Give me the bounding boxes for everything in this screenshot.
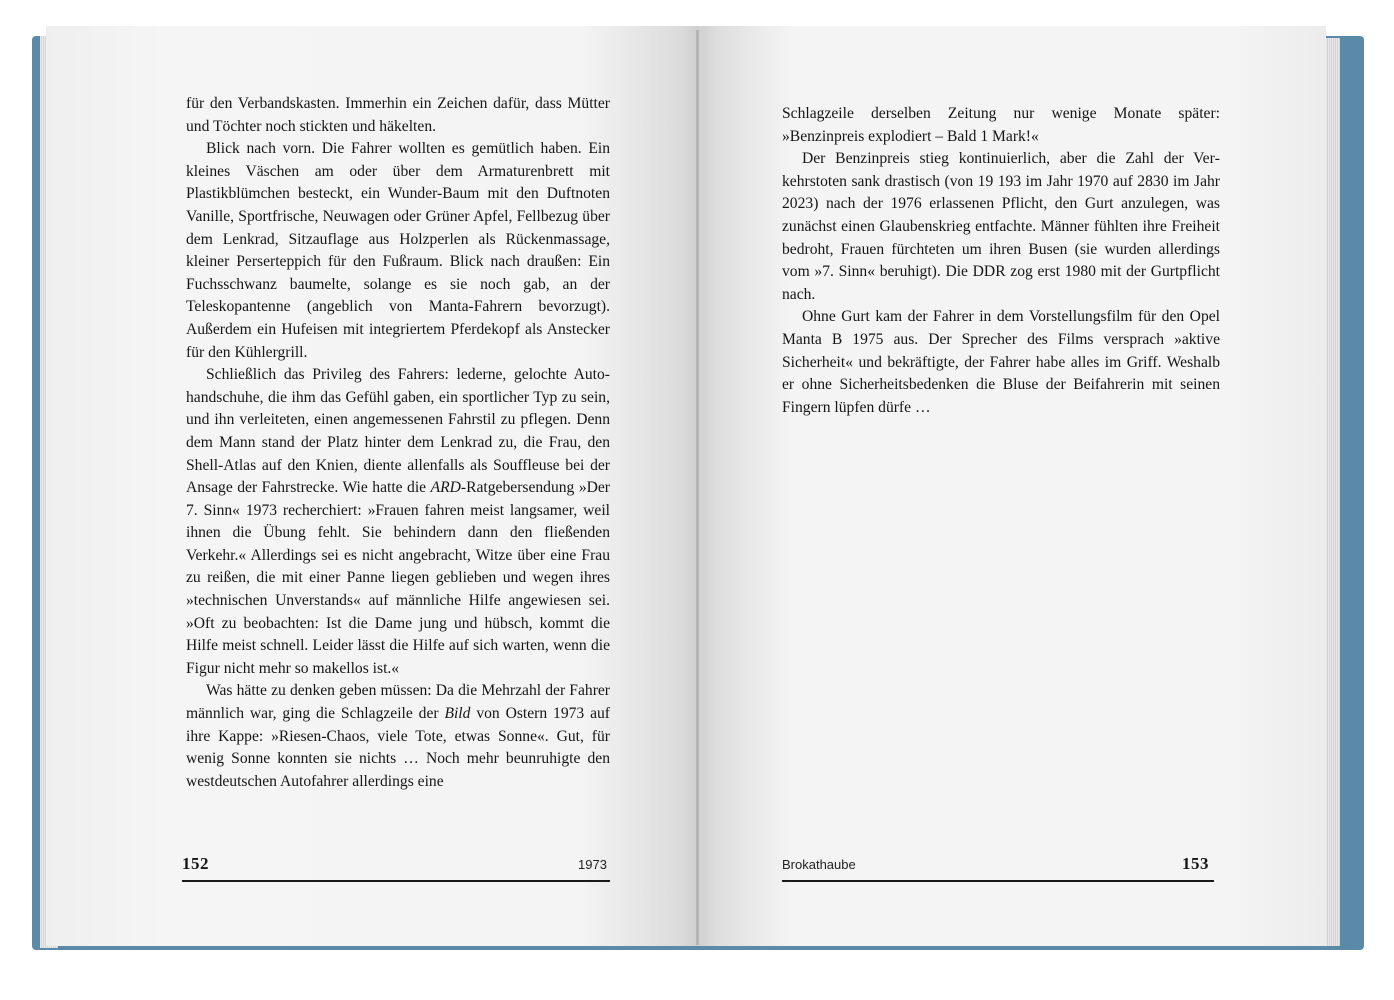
paragraph-text: von Ostern 1973 auf ihre Kappe: »Riesen-Chaos, viele Tote, etwas Sonne«. Gut, für wenig Sonne konnten sie nichts … Noch mehr beunruhigte den westdeutschen Autofahrer allerdings eine <box>186 705 610 790</box>
italic-term: Bild <box>444 705 471 723</box>
right-page-text <box>782 103 1220 419</box>
right-page-number: 153 <box>1182 854 1209 873</box>
left-page-number: 152 <box>182 854 209 873</box>
paragraph-text: Schließlich das Privileg des Fahrers: lederne, gelochte Autohandschuhe, die ihm das Gefühl gaben, ein sportlicher Typ zu sein, und ihn verleiteten, einen angemessenen Fahrstil zu pflegen. Denn dem Mann stand der Platz hinter dem Lenkrad zu, die Frau, den Shell-Atlas auf den Knien, diente allenfalls als Souffleuse bei der Ansage der Fahrstrecke. Wie hatte die <box>186 366 610 497</box>
paragraph: Schlagzeile derselben Zeitung nur wenige Monate später: »Benzinpreis explodiert – Bald 1 Mark!« <box>782 105 1220 145</box>
paragraph: Blick nach vorn. Die Fahrer wollten es gemütlich haben. Ein kleines Väschen am oder über dem Armaturenbrett mit Plastikblümchen besteckt, ein Wunder-Baum mit den Duftnoten Vanille, Sportfrische, Neuwagen oder Grüner Apfel, Fellbezug über dem Lenkrad, Sitzauflage aus Holzperlen als Rückenmassage, kleiner Perserteppich für den Fußraum. Blick nach draußen: Ein Fuchsschwanz baumelte, solange es sie noch gab, an der Teleskopantenne (angeblich von Manta-Fahrern bevorzugt). Außerdem ein Hufeisen mit integriertem Pferdekopf als Anstecker für den Kühlergrill. <box>186 140 610 361</box>
paragraph-text: Was hätte zu denken geben müssen: Da die Mehrzahl der Fahrer männlich war, ging die Schlagzeile der <box>186 682 610 723</box>
left-footer-rule <box>182 880 610 882</box>
right-footer-rule <box>782 880 1214 882</box>
paragraph-text: -Ratgebersendung »Der 7. Sinn« 1973 recherchiert: »Frauen fahren meist langsamer, weil ihnen die Übung fehlt. Sie behindern dann den fließenden Verkehr.« Allerdings sei es nicht angebracht, Witze über eine Frau zu reißen, die mit einer Panne liegen geblieben und wegen ihres »technischen Unverstands« auf männliche Hilfe angewiesen sei. »Oft zu beobachten: Ist die Dame jung und hübsch, kommt die Hilfe meist schnell. Leider lässt die Hilfe auf sich warten, wenn die Figur nicht mehr so makellos ist.« <box>186 479 611 677</box>
paragraph: Ohne Gurt kam der Fahrer in dem Vorstellungsfilm für den Opel Manta B 1975 aus. Der Sprecher des Films versprach »aktive Sicherheit« und bekräftigte, der Fahrer habe alles im Griff. Weshalb er ohne Sicherheitsbedenken die Bluse der Beifahrerin mit seinen Fingern lüpfen dürfe … <box>782 308 1220 416</box>
paragraph: für den Verbandskasten. Immerhin ein Zeichen dafür, dass Mütter und Töchter noch stickten und häkelten. <box>186 95 610 135</box>
italic-term: ARD <box>430 479 461 497</box>
left-running-head: 1973 <box>578 857 607 872</box>
paragraph <box>186 364 610 680</box>
paragraph <box>186 680 610 793</box>
left-page-text <box>186 93 610 793</box>
right-running-head: Brokathaube <box>782 857 856 872</box>
paragraph: Der Benzinpreis stieg kontinuierlich, aber die Zahl der Verkehrstoten sank drastisch (von 19 193 im Jahr 1970 auf 2830 im Jahr 2023) nach der 1976 erlassenen Pflicht, den Gurt anzulegen, was zunächst einen Glaubenskrieg entfachte. Männer fühlten ihre Freiheit bedroht, Frauen fürchteten um ihren Busen (sie wurden allerdings vom »7. Sinn« beruhigt). Die DDR zog erst 1980 mit der Gurtpflicht nach. <box>782 150 1220 303</box>
book-gutter <box>696 30 699 945</box>
